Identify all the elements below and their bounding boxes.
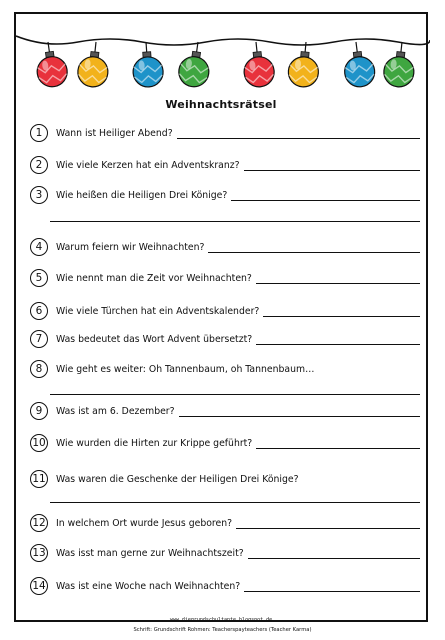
question-row xyxy=(30,156,420,176)
question-number: 13 xyxy=(30,544,48,562)
question-text: Wann ist Heiliger Abend? xyxy=(56,128,173,139)
question-row xyxy=(30,514,420,534)
worksheet-title: Weihnachtsrätsel xyxy=(165,98,277,111)
answer-line[interactable] xyxy=(177,138,420,139)
answer-line[interactable] xyxy=(50,502,420,503)
answer-line[interactable] xyxy=(231,200,420,201)
answer-line[interactable] xyxy=(50,394,420,395)
question-number: 14 xyxy=(30,577,48,595)
question-text: Was bedeutet das Wort Advent übersetzt? xyxy=(56,334,253,345)
ornament-ball xyxy=(341,40,376,88)
answer-line[interactable] xyxy=(248,558,420,559)
question-row xyxy=(30,302,420,322)
question-number: 2 xyxy=(30,156,48,174)
question-row xyxy=(30,434,420,454)
question-text: Wie viele Kerzen hat ein Adventskranz? xyxy=(56,160,240,171)
question-number: 8 xyxy=(30,360,48,378)
question-row xyxy=(30,470,420,490)
question-text: Was isst man gerne zur Weihnachtszeit? xyxy=(56,548,244,559)
question-row xyxy=(30,360,420,380)
question-text: Was ist am 6. Dezember? xyxy=(56,406,175,417)
worksheet-frame xyxy=(14,12,428,622)
question-row xyxy=(30,577,420,597)
answer-line[interactable] xyxy=(244,170,420,171)
question-number: 4 xyxy=(30,238,48,256)
question-number: 10 xyxy=(30,434,48,452)
question-number: 1 xyxy=(30,124,48,142)
question-number: 6 xyxy=(30,302,48,320)
ornament-ball xyxy=(382,40,417,88)
footer-url: www.diegrundschultante.blogspot.de xyxy=(169,617,273,623)
ornament-ball xyxy=(241,40,276,88)
question-number: 12 xyxy=(30,514,48,532)
question-number: 3 xyxy=(30,186,48,204)
question-row xyxy=(30,402,420,422)
question-row xyxy=(30,269,420,289)
question-row xyxy=(30,238,420,258)
question-text: Warum feiern wir Weihnachten? xyxy=(56,242,205,253)
question-number: 7 xyxy=(30,330,48,348)
ornament-ball xyxy=(76,40,111,88)
question-text: Wie geht es weiter: Oh Tannenbaum, oh Tannenbaum… xyxy=(56,364,315,375)
christmas-ornament-garland xyxy=(16,14,430,106)
ornament-ball xyxy=(131,41,164,88)
question-number: 11 xyxy=(30,470,48,488)
question-row xyxy=(30,544,420,564)
question-text: In welchem Ort wurde Jesus geboren? xyxy=(56,518,233,529)
question-row xyxy=(30,124,420,144)
ornament-ball xyxy=(177,40,213,89)
question-text: Was ist eine Woche nach Weihnachten? xyxy=(56,581,241,592)
footer-credit: Schrift: Grundschrift Rohmen: Teacherspayteachers (Teacher Karma) xyxy=(133,627,312,633)
ornament-ball xyxy=(33,40,69,89)
answer-line[interactable] xyxy=(50,221,420,222)
answer-line[interactable] xyxy=(256,344,420,345)
answer-line[interactable] xyxy=(236,528,420,529)
question-row xyxy=(30,186,420,206)
ornament-ball xyxy=(287,41,321,88)
answer-line[interactable] xyxy=(263,316,420,317)
answer-line[interactable] xyxy=(256,283,420,284)
answer-line[interactable] xyxy=(256,448,420,449)
question-row xyxy=(30,330,420,350)
question-text: Wie wurden die Hirten zur Krippe geführt? xyxy=(56,438,253,449)
answer-line[interactable] xyxy=(179,416,420,417)
question-text: Wie viele Türchen hat ein Adventskalender? xyxy=(56,306,260,317)
question-text: Wie nennt man die Zeit vor Weihnachten? xyxy=(56,273,252,284)
question-text: Was waren die Geschenke der Heiligen Drei Könige? xyxy=(56,474,299,485)
answer-line[interactable] xyxy=(208,252,420,253)
question-number: 9 xyxy=(30,402,48,420)
question-number: 5 xyxy=(30,269,48,287)
question-text: Wie heißen die Heiligen Drei Könige? xyxy=(56,190,228,201)
answer-line[interactable] xyxy=(244,591,420,592)
